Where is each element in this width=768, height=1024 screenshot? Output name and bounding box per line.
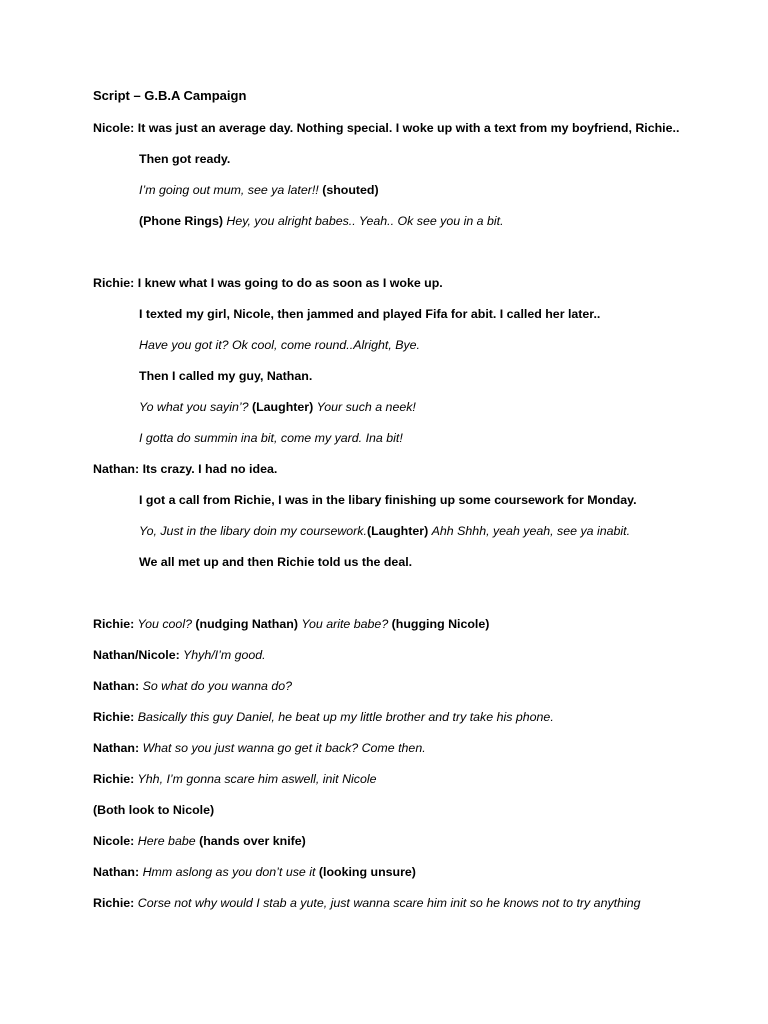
script-title: Script – G.B.A Campaign (93, 88, 247, 103)
script-line (139, 306, 600, 322)
script-line (93, 709, 554, 725)
script-line (93, 275, 443, 291)
script-line (139, 182, 379, 198)
dialogue-text: Yo what you sayin’? (139, 400, 252, 414)
script-line (93, 120, 679, 136)
narration-text: I got a call from Richie, I was in the libary finishing up some coursework for Monday. (139, 493, 637, 507)
script-line (93, 740, 426, 756)
narration-text: We all met up and then Richie told us the deal. (139, 555, 413, 569)
narration-text: (Both look to Nicole) (93, 803, 215, 817)
script-line (93, 895, 641, 911)
dialogue-text: You cool? (134, 617, 196, 631)
script-line (93, 647, 266, 663)
speaker-name: Richie: (93, 772, 135, 786)
dialogue-text: Corse not why would I stab a yute, just wanna scare him init so he knows not to try anything (134, 896, 641, 910)
narration-text: (Laughter) (366, 524, 432, 538)
script-line (93, 833, 306, 849)
script-line (93, 802, 214, 818)
narration-text: (shouted) (318, 183, 379, 197)
narration-text: (Laughter) (251, 400, 317, 414)
script-line (93, 864, 416, 880)
speaker-name: Nathan: (93, 462, 140, 476)
dialogue-text: Hey, you alright babes.. Yeah.. Ok see you in a bit. (226, 214, 504, 228)
narration-text: Then got ready. (139, 152, 231, 166)
speaker-name: Richie: (93, 896, 135, 910)
narration-text: Then I called my guy, Nathan. (139, 369, 313, 383)
speaker-name: Nicole: (93, 834, 135, 848)
narration-text: I texted my girl, Nicole, then jammed and played Fifa for abit. I called her later.. (139, 307, 601, 321)
script-line (139, 368, 312, 384)
narration-text: I knew what I was going to do as soon as I woke up. (134, 276, 443, 290)
script-line (93, 461, 277, 477)
dialogue-text: Yhh, I’m gonna scare him aswell, init Nicole (134, 772, 377, 786)
dialogue-text: You arite babe? (301, 617, 392, 631)
script-line (139, 151, 230, 167)
script-line (139, 213, 504, 229)
script-line (93, 771, 377, 787)
narration-text: (looking unsure) (318, 865, 416, 879)
narration-text: (hugging Nicole) (391, 617, 490, 631)
speaker-name: Richie: (93, 276, 135, 290)
script-line (139, 337, 420, 353)
narration-text: Its crazy. I had no idea. (139, 462, 278, 476)
dialogue-text: Yhyh/I’m good. (179, 648, 266, 662)
dialogue-text: I’m going out mum, see ya later!! (139, 183, 319, 197)
speaker-name: Nathan: (93, 741, 140, 755)
speaker-name: Nathan: (93, 679, 140, 693)
script-line (139, 554, 412, 570)
dialogue-text: Your such a neek! (316, 400, 416, 414)
script-line (93, 678, 292, 694)
dialogue-text: Yo, Just in the libary doin my coursework. (139, 524, 367, 538)
dialogue-text: So what do you wanna do? (139, 679, 293, 693)
script-line (139, 523, 630, 539)
narration-text: (hands over knife) (199, 834, 306, 848)
dialogue-text: I gotta do summin ina bit, come my yard. Ina bit! (139, 431, 403, 445)
dialogue-text: Hmm aslong as you don’t use it (139, 865, 319, 879)
dialogue-text: Ahh Shhh, yeah yeah, see ya inabit. (431, 524, 631, 538)
speaker-name: Nathan/Nicole: (93, 648, 180, 662)
script-line (139, 399, 416, 415)
dialogue-text: Basically this guy Daniel, he beat up my little brother and try take his phone. (134, 710, 554, 724)
speaker-name: Nicole: (93, 121, 135, 135)
dialogue-text: Have you got it? Ok cool, come round..Alright, Bye. (139, 338, 420, 352)
script-line (93, 616, 489, 632)
speaker-name: Nathan: (93, 865, 140, 879)
script-line (139, 492, 637, 508)
narration-text: (nudging Nathan) (195, 617, 302, 631)
speaker-name: Richie: (93, 710, 135, 724)
narration-text: It was just an average day. Nothing special. I woke up with a text from my boyfriend, Richie.. (134, 121, 680, 135)
script-line (139, 430, 403, 446)
narration-text: (Phone Rings) (139, 214, 227, 228)
dialogue-text: What so you just wanna go get it back? Come then. (139, 741, 426, 755)
dialogue-text: Here babe (134, 834, 200, 848)
speaker-name: Richie: (93, 617, 135, 631)
